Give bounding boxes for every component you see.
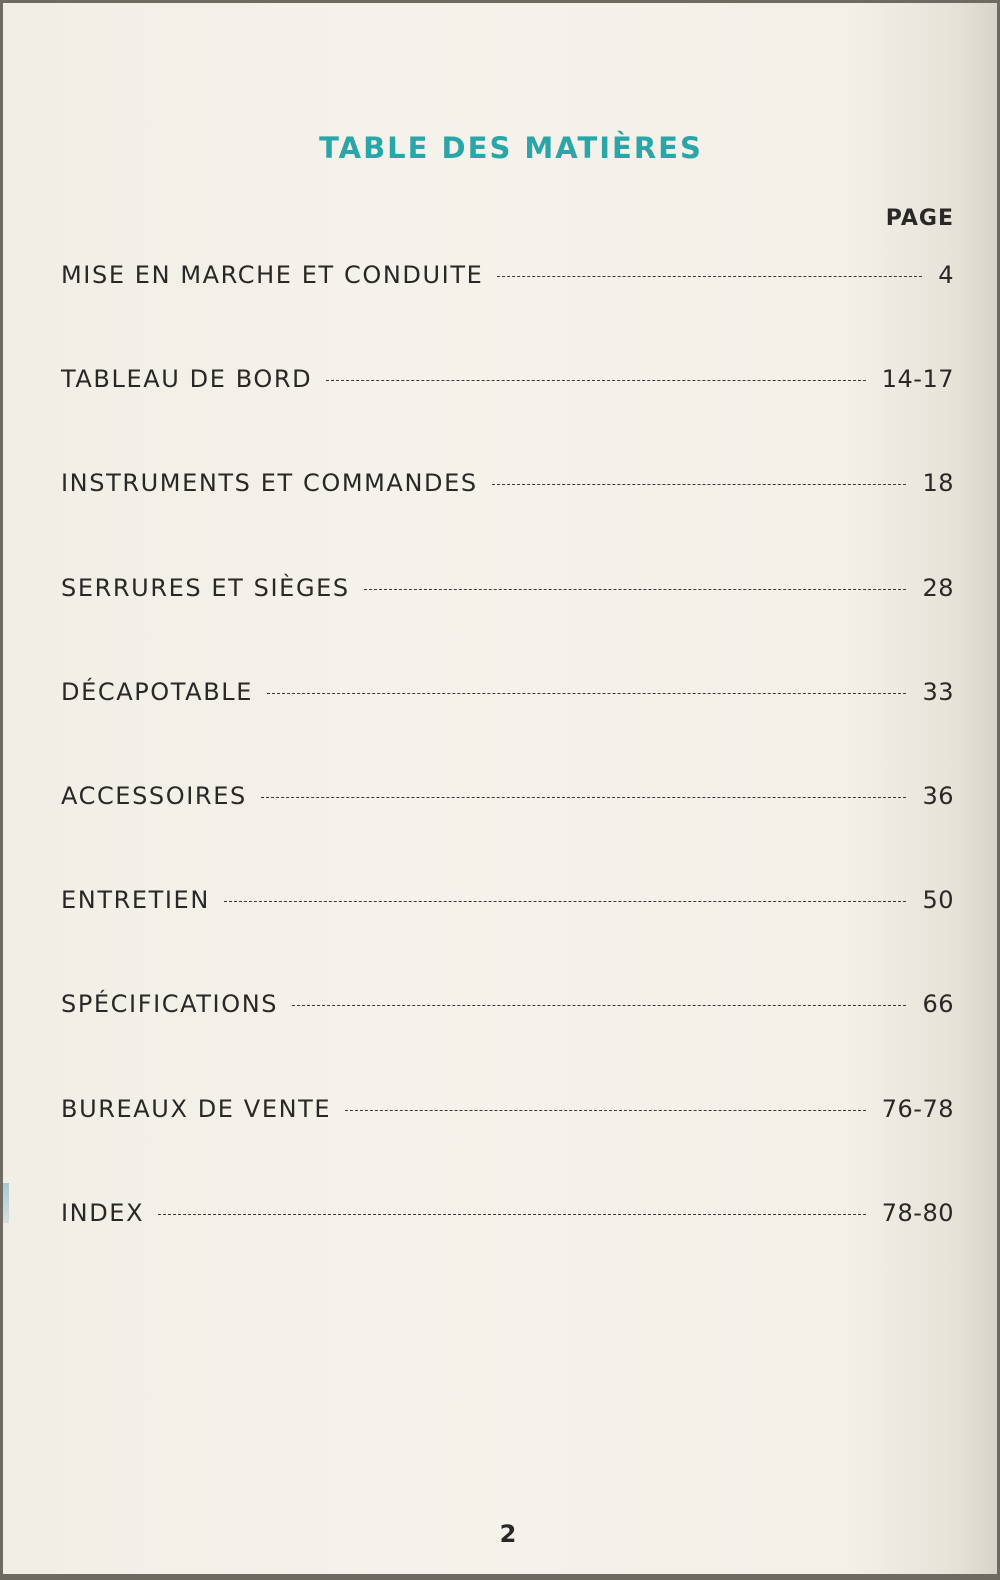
toc-entry-label: TABLEAU DE BORD — [61, 365, 313, 394]
toc-entry-page: 33 — [922, 677, 954, 706]
table-of-contents — [61, 261, 954, 1303]
page-edge-tab — [3, 1183, 9, 1223]
toc-entry-label: BUREAUX DE VENTE — [61, 1094, 332, 1123]
toc-entry[interactable] — [61, 886, 954, 990]
footer-page-number: 2 — [499, 1520, 517, 1548]
toc-leader-dots — [345, 1110, 866, 1111]
toc-entry-label: SERRURES ET SIÈGES — [61, 573, 350, 602]
toc-entry[interactable] — [61, 365, 954, 469]
page-title: TABLE DES MATIÈRES — [319, 131, 703, 165]
toc-entry-page: 36 — [922, 781, 954, 810]
toc-entry[interactable] — [61, 574, 954, 678]
toc-entry-label: MISE EN MARCHE ET CONDUITE — [61, 261, 484, 289]
toc-entry[interactable] — [61, 782, 954, 886]
toc-entry-page: 14-17 — [881, 365, 954, 394]
toc-entry[interactable] — [61, 469, 954, 573]
toc-entry-label: INDEX — [61, 1198, 145, 1227]
toc-entry-label: SPÉCIFICATIONS — [61, 990, 279, 1019]
toc-entry[interactable] — [61, 990, 954, 1094]
toc-leader-dots — [364, 589, 907, 590]
page-column-header: PAGE — [885, 206, 954, 231]
toc-entry-page: 76-78 — [881, 1094, 954, 1123]
toc-entry-label: ENTRETIEN — [61, 886, 210, 915]
toc-entry-label: ACCESSOIRES — [61, 781, 247, 810]
toc-leader-dots — [326, 380, 866, 381]
toc-leader-dots — [292, 1005, 906, 1006]
toc-entry-page: 78-80 — [881, 1198, 954, 1227]
toc-entry[interactable] — [61, 678, 954, 782]
document-page — [3, 3, 997, 1574]
toc-entry-page: 18 — [922, 469, 954, 498]
toc-entry-page: 50 — [922, 886, 954, 915]
toc-entry[interactable] — [61, 261, 954, 365]
toc-entry-page: 66 — [922, 990, 954, 1019]
toc-leader-dots — [224, 901, 907, 902]
toc-entry[interactable] — [61, 1095, 954, 1199]
toc-leader-dots — [158, 1214, 866, 1215]
toc-leader-dots — [267, 693, 906, 694]
toc-entry[interactable] — [61, 1199, 954, 1303]
toc-entry-page: 28 — [922, 573, 954, 602]
toc-entry-label: DÉCAPOTABLE — [61, 677, 253, 706]
toc-leader-dots — [492, 484, 907, 485]
toc-entry-page: 4 — [938, 261, 954, 289]
toc-leader-dots — [261, 797, 907, 798]
toc-leader-dots — [497, 276, 922, 277]
toc-entry-label: INSTRUMENTS ET COMMANDES — [61, 469, 478, 498]
